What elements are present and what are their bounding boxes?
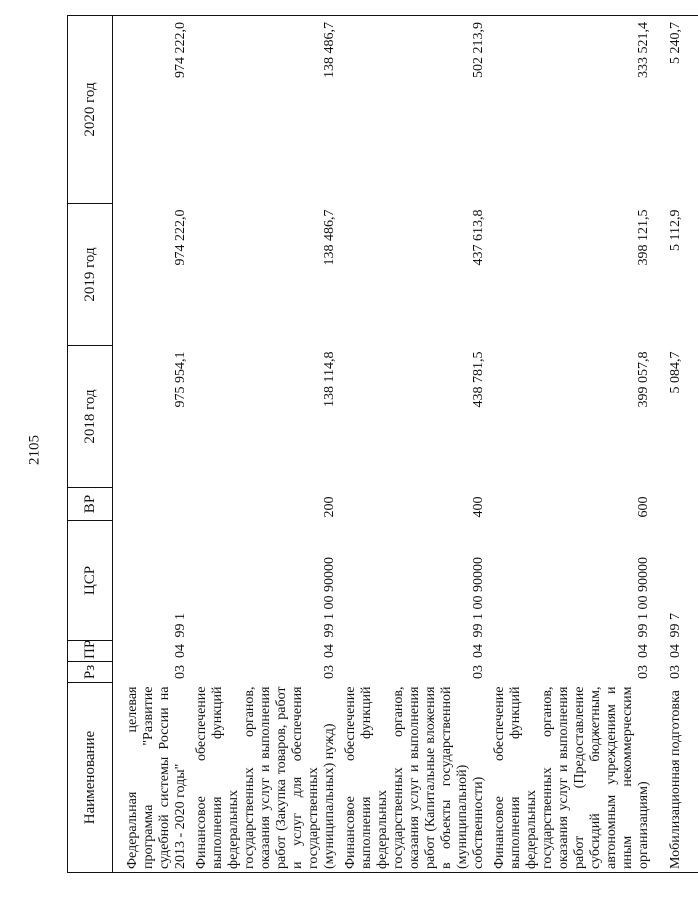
budget-table <box>67 15 698 873</box>
row-csr: 99 1 00 90000 <box>471 557 486 638</box>
row-2020: 502 213,9 <box>341 16 490 204</box>
row-csr: 99 1 00 90000 <box>322 557 337 638</box>
header-csr: ЦСР <box>68 521 113 641</box>
row-rz: 03 <box>471 665 486 679</box>
table-header-row <box>68 16 113 873</box>
row-name: Финансовое обеспечение выполнения функций федеральных государственных органов, оказания услуг и выполнения работ (Закупка товаров, работ и услуг для обеспечения государственных (муниципальных) нужд) <box>192 683 341 873</box>
budget-table-area <box>60 0 683 905</box>
row-vr <box>655 488 698 521</box>
row-name: Финансовое обеспечение выполнения функций федеральных государственных органов, оказания услуг и выполнения работ (Предоставление субсидий бюджетным, автономным учреждениям и иным некоммерческим организациям) <box>490 683 655 873</box>
header-2020: 2020 год <box>68 16 113 204</box>
row-2018: 399 057,8 <box>636 351 651 408</box>
row-2019: 437 613,8 <box>471 209 486 266</box>
row-vr: 400 <box>471 496 486 518</box>
header-vr: ВР <box>68 488 113 521</box>
row-2018: 438 781,5 <box>471 351 486 408</box>
row-2019: 974 222,0 <box>173 209 188 266</box>
row-2018: 975 954,1 <box>173 351 188 408</box>
table-row <box>341 16 490 873</box>
table-row <box>655 16 698 873</box>
row-rz: 03 <box>173 665 188 679</box>
row-pr: 04 <box>471 644 486 658</box>
row-2019: 138 486,7 <box>322 209 337 266</box>
row-csr: 99 7 <box>668 613 683 638</box>
row-2020: 974 222,0 <box>113 16 193 204</box>
row-vr: 600 <box>636 496 651 518</box>
row-2019: 5 112,9 <box>668 209 683 251</box>
row-pr: 04 <box>668 644 683 658</box>
header-pr: ПР <box>68 641 113 662</box>
row-rz: 03 <box>322 665 337 679</box>
rotated-table-container <box>67 16 683 873</box>
row-pr: 04 <box>173 644 188 658</box>
table-row <box>490 16 655 873</box>
row-pr: 04 <box>322 644 337 658</box>
table-row <box>113 16 193 873</box>
row-2019: 398 121,5 <box>636 209 651 266</box>
page-number-text: 2105 <box>26 435 43 465</box>
row-vr: 200 <box>322 496 337 518</box>
header-2018: 2018 год <box>68 346 113 488</box>
row-name: Федеральная целевая программа "Развитие судебной системы России на 2013 - 2020 годы" <box>113 683 193 873</box>
header-2019: 2019 год <box>68 204 113 346</box>
row-name: Мобилизационная подготовка <box>655 683 698 873</box>
row-vr <box>113 488 193 521</box>
row-2018: 138 114,8 <box>322 351 337 407</box>
row-pr: 04 <box>636 644 651 658</box>
row-rz: 03 <box>668 665 683 679</box>
table-row <box>192 16 341 873</box>
row-csr: 99 1 <box>173 613 188 638</box>
row-csr: 99 1 00 90000 <box>636 557 651 638</box>
header-name: Наименование <box>68 683 113 873</box>
row-rz: 03 <box>636 665 651 679</box>
row-2020: 333 521,4 <box>490 16 655 204</box>
row-name: Финансовое обеспечение выполнения функций федеральных государственных органов, оказания услуг и выполнения работ (Капитальные вложения в объекты государственной (муниципальной) собственности) <box>341 683 490 873</box>
header-rz: Рз <box>68 662 113 683</box>
row-2020: 5 240,7 <box>655 16 698 204</box>
row-2020: 138 486,7 <box>192 16 341 204</box>
page-number <box>20 430 50 470</box>
row-2018: 5 084,7 <box>668 351 683 394</box>
